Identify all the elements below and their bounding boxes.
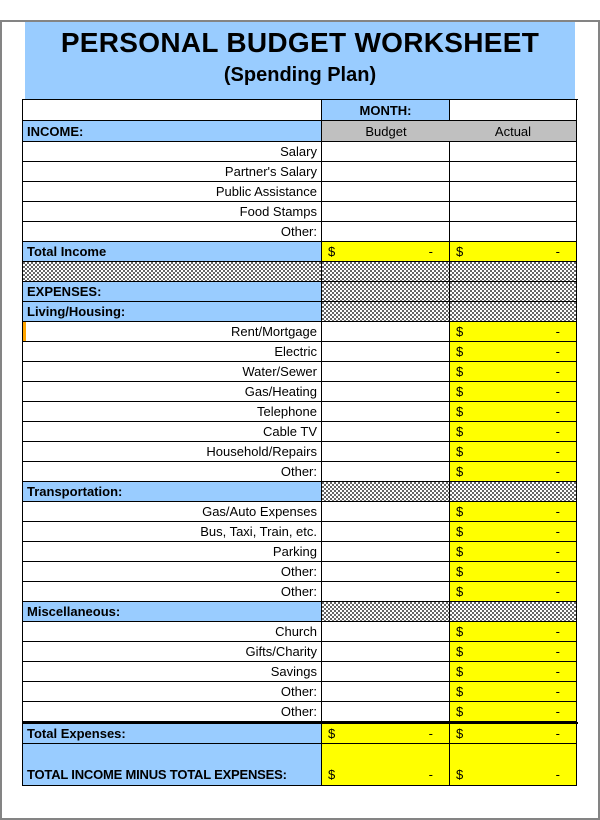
row-label: Other: [23, 702, 322, 722]
row-label: Other: [23, 222, 322, 242]
budget-input-cell[interactable] [322, 542, 450, 562]
budget-total-cell [322, 242, 450, 262]
income-row [23, 202, 578, 222]
actual-money-cell [450, 362, 577, 382]
section-filler-cell [450, 302, 577, 322]
actual-money-cell [450, 322, 577, 342]
total-row [23, 242, 578, 262]
currency-symbol: $ [456, 464, 464, 479]
grand-row [23, 744, 578, 786]
actual-input-cell[interactable] [450, 222, 577, 242]
currency-symbol: $ [456, 684, 464, 699]
expense-row [23, 362, 578, 382]
page-subtitle: (Spending Plan) [223, 64, 377, 86]
actual-input-cell[interactable] [450, 182, 577, 202]
section-filler-cell [322, 602, 450, 622]
budget-input-cell[interactable] [322, 342, 450, 362]
expense-row [23, 462, 578, 482]
currency-symbol: $ [456, 624, 464, 639]
currency-symbol: $ [456, 524, 464, 539]
expense-row [23, 322, 578, 342]
budget-input-cell[interactable] [322, 142, 450, 162]
row-label: Cable TV [23, 422, 322, 442]
actual-input-cell[interactable] [450, 202, 577, 222]
budget-input-cell[interactable] [322, 682, 450, 702]
actual-money-cell [450, 642, 577, 662]
month-row-spacer-cell [23, 100, 322, 121]
actual-money-cell [450, 502, 577, 522]
income-row [23, 222, 578, 242]
currency-dash: - [428, 244, 433, 259]
section-row [23, 302, 578, 322]
currency-dash: - [555, 344, 560, 359]
budget-input-cell[interactable] [322, 422, 450, 442]
actual-total-cell [450, 744, 577, 786]
budget-total-cell [322, 724, 450, 744]
budget-input-cell[interactable] [322, 642, 450, 662]
currency-symbol: $ [456, 767, 464, 782]
budget-input-cell[interactable] [322, 322, 450, 342]
row-label: Gifts/Charity [23, 642, 322, 662]
currency-dash: - [555, 244, 560, 259]
budget-input-cell[interactable] [322, 382, 450, 402]
budget-total-cell [322, 744, 450, 786]
currency-dash: - [555, 444, 560, 459]
actual-money-cell [450, 702, 577, 722]
spacer-cell [23, 262, 322, 282]
budget-input-cell[interactable] [322, 182, 450, 202]
section-filler-cell [322, 302, 450, 322]
currency-symbol: $ [456, 424, 464, 439]
budget-input-cell[interactable] [322, 402, 450, 422]
actual-money-cell [450, 402, 577, 422]
row-label: Other: [23, 682, 322, 702]
budget-worksheet-table [22, 99, 578, 786]
budget-column-header: Budget [322, 121, 450, 142]
currency-symbol: $ [456, 644, 464, 659]
currency-dash: - [555, 704, 560, 719]
row-label: Bus, Taxi, Train, etc. [23, 522, 322, 542]
section-filler-cell [450, 282, 577, 302]
row-label: Partner's Salary [23, 162, 322, 182]
row-label: Parking [23, 542, 322, 562]
section-filler-cell [450, 602, 577, 622]
currency-dash: - [555, 544, 560, 559]
currency-symbol: $ [456, 324, 464, 339]
currency-symbol: $ [328, 726, 336, 741]
currency-dash: - [555, 464, 560, 479]
section-row [23, 482, 578, 502]
currency-dash: - [555, 524, 560, 539]
currency-dash: - [555, 324, 560, 339]
budget-input-cell[interactable] [322, 502, 450, 522]
budget-input-cell[interactable] [322, 442, 450, 462]
expense-row [23, 422, 578, 442]
row-label: Other: [23, 562, 322, 582]
budget-input-cell[interactable] [322, 622, 450, 642]
actual-money-cell [450, 462, 577, 482]
currency-dash: - [555, 684, 560, 699]
currency-dash: - [555, 424, 560, 439]
currency-symbol: $ [456, 444, 464, 459]
currency-dash: - [555, 644, 560, 659]
actual-money-cell [450, 582, 577, 602]
income-row [23, 142, 578, 162]
currency-symbol: $ [456, 704, 464, 719]
currency-dash: - [428, 767, 433, 782]
row-label: Gas/Heating [23, 382, 322, 402]
actual-money-cell [450, 442, 577, 462]
row-label: Savings [23, 662, 322, 682]
actual-money-cell [450, 422, 577, 442]
income-section-label: INCOME: [23, 121, 322, 142]
spacer-cell [450, 262, 577, 282]
expense-row [23, 682, 578, 702]
total-row [23, 722, 578, 744]
budget-input-cell[interactable] [322, 562, 450, 582]
section-row [23, 282, 578, 302]
row-label: Rent/Mortgage [23, 322, 322, 342]
currency-symbol: $ [456, 544, 464, 559]
row-label: Household/Repairs [23, 442, 322, 462]
currency-dash: - [555, 767, 560, 782]
total-label: Total Income [23, 242, 322, 262]
expense-row [23, 342, 578, 362]
currency-dash: - [555, 664, 560, 679]
section-header-label: EXPENSES: [23, 282, 322, 302]
actual-money-cell [450, 622, 577, 642]
spacer-cell [322, 262, 450, 282]
actual-total-cell [450, 242, 577, 262]
row-label: Food Stamps [23, 202, 322, 222]
budget-input-cell[interactable] [322, 162, 450, 182]
currency-symbol: $ [456, 726, 464, 741]
month-row [23, 100, 578, 121]
currency-symbol: $ [456, 504, 464, 519]
currency-dash: - [555, 584, 560, 599]
row-label: Electric [23, 342, 322, 362]
worksheet-rows [23, 142, 578, 786]
section-filler-cell [322, 482, 450, 502]
section-row [23, 602, 578, 622]
expense-row [23, 502, 578, 522]
budget-input-cell[interactable] [322, 582, 450, 602]
currency-dash: - [555, 564, 560, 579]
currency-symbol: $ [456, 664, 464, 679]
currency-dash: - [428, 726, 433, 741]
section-header-label: Living/Housing: [23, 302, 322, 322]
budget-input-cell[interactable] [322, 662, 450, 682]
actual-money-cell [450, 522, 577, 542]
grand-total-label: TOTAL INCOME MINUS TOTAL EXPENSES: [23, 744, 322, 786]
column-header-row [23, 121, 578, 142]
currency-dash: - [555, 404, 560, 419]
row-label: Other: [23, 582, 322, 602]
actual-money-cell [450, 562, 577, 582]
month-value-cell[interactable] [450, 100, 577, 121]
expense-row [23, 662, 578, 682]
currency-symbol: $ [456, 404, 464, 419]
currency-symbol: $ [456, 384, 464, 399]
row-label: Church [23, 622, 322, 642]
expense-row [23, 702, 578, 722]
currency-symbol: $ [328, 244, 336, 259]
actual-money-cell [450, 542, 577, 562]
actual-input-cell[interactable] [450, 162, 577, 182]
actual-money-cell [450, 662, 577, 682]
row-label: Other: [23, 462, 322, 482]
currency-symbol: $ [456, 244, 464, 259]
spacer-row [23, 262, 578, 282]
income-row [23, 162, 578, 182]
budget-input-cell[interactable] [322, 222, 450, 242]
currency-symbol: $ [456, 584, 464, 599]
page-title: PERSONAL BUDGET WORKSHEET [60, 27, 540, 58]
row-label: Salary [23, 142, 322, 162]
actual-money-cell [450, 382, 577, 402]
expense-row [23, 402, 578, 422]
expense-row [23, 542, 578, 562]
expense-row [23, 442, 578, 462]
currency-symbol: $ [456, 364, 464, 379]
title-banner [25, 20, 575, 99]
actual-money-cell [450, 682, 577, 702]
expense-row [23, 642, 578, 662]
expense-row [23, 522, 578, 542]
currency-dash: - [555, 364, 560, 379]
budget-input-cell[interactable] [322, 462, 450, 482]
actual-total-cell [450, 724, 577, 744]
budget-input-cell[interactable] [322, 702, 450, 722]
row-label: Gas/Auto Expenses [23, 502, 322, 522]
row-label: Public Assistance [23, 182, 322, 202]
currency-symbol: $ [456, 564, 464, 579]
section-filler-cell [450, 482, 577, 502]
budget-input-cell[interactable] [322, 202, 450, 222]
income-row [23, 182, 578, 202]
currency-symbol: $ [456, 344, 464, 359]
actual-column-header: Actual [450, 121, 577, 142]
section-header-label: Miscellaneous: [23, 602, 322, 622]
budget-input-cell[interactable] [322, 362, 450, 382]
budget-input-cell[interactable] [322, 522, 450, 542]
expense-row [23, 562, 578, 582]
expense-row [23, 382, 578, 402]
actual-money-cell [450, 342, 577, 362]
actual-input-cell[interactable] [450, 142, 577, 162]
currency-symbol: $ [328, 767, 336, 782]
row-label: Water/Sewer [23, 362, 322, 382]
currency-dash: - [555, 726, 560, 741]
expense-row [23, 582, 578, 602]
expense-row [23, 622, 578, 642]
currency-dash: - [555, 624, 560, 639]
month-label: MONTH: [322, 100, 450, 121]
currency-dash: - [555, 384, 560, 399]
row-label: Telephone [23, 402, 322, 422]
section-filler-cell [322, 282, 450, 302]
total-label: Total Expenses: [23, 724, 322, 744]
currency-dash: - [555, 504, 560, 519]
section-header-label: Transportation: [23, 482, 322, 502]
